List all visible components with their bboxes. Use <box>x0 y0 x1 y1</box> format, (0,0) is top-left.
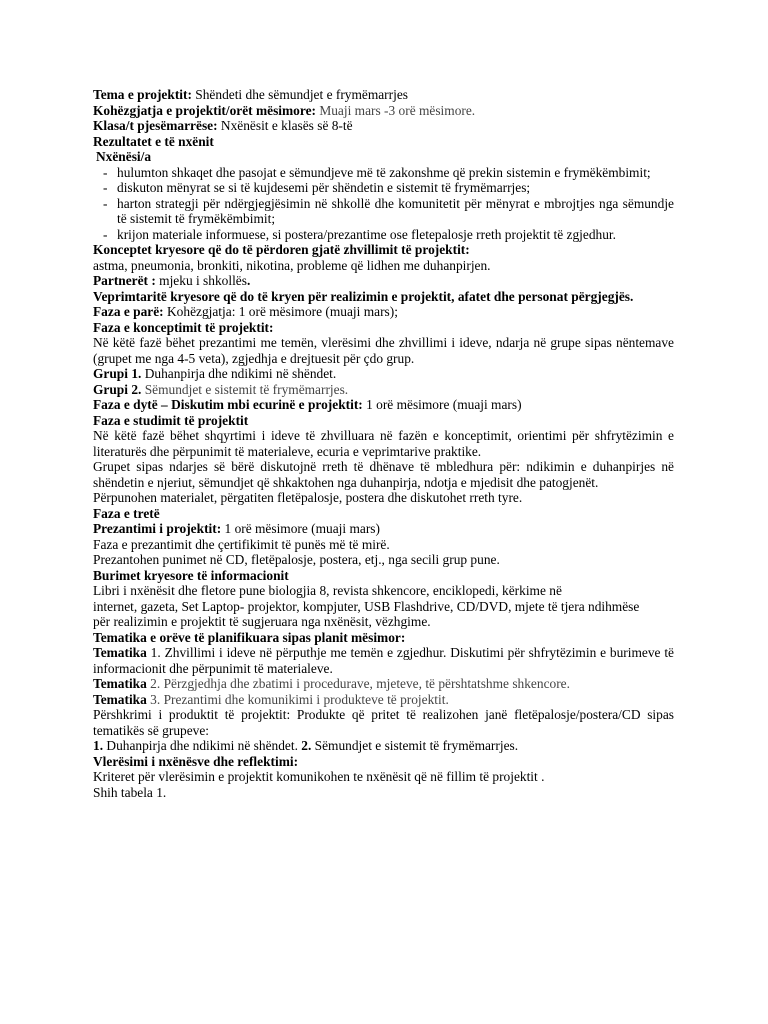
temat-heading-text: Tematika e orëve të planifikuara sipas planit mësimor: <box>93 629 406 645</box>
tematika1-text: 1. Zhvillimi i ideve në përputhje me temën e zgjedhur. Diskutimi për shfrytëzimin e burimeve të informacionit dhe përpunimit të materialeve. <box>93 645 674 676</box>
faza3-heading <box>93 506 674 522</box>
shih-tabela: Shih tabela 1. <box>93 784 167 800</box>
produkt1-num: 1. <box>93 738 104 753</box>
prezantimi-line <box>93 521 674 537</box>
prezantimi-label: Prezantimi i projektit: <box>93 521 222 536</box>
prezantimi-paragraph-2: Prezantohen punimet në CD, fletëpalosje, postera, etj., nga secili grup pune. <box>93 552 500 567</box>
konceptet-heading-text: Konceptet kryesore që do të përdoren gjatë zhvillimit të projektit: <box>93 242 470 257</box>
konceptet-heading <box>93 242 674 258</box>
grupi2-text: Sëmundjet e sistemit të frymëmarrjes. <box>141 381 349 397</box>
burimet-line-2: internet, gazeta, Set Laptop- projektor, kompjuter, USB Flashdrive, CD/DVD, mjete të tjera ndihmëse <box>93 598 640 614</box>
partneret-line <box>93 273 674 289</box>
partneret-text: mjeku i shkollës <box>155 273 247 288</box>
tema-text: Shëndeti dhe sëmundjet e frymëmarrjes <box>191 87 408 102</box>
klasa-line <box>93 118 674 134</box>
studimi-paragraph-2: Grupet sipas ndarjes së bërë diskutojnë rreth të dhënave të mbledhura për: ndikimin e duhanpirjes në shëndetin e njeriut, sëmundjet që shkaktohen nga duhanpirja, ndotja e mjedisit dhe patogjenët. <box>93 459 674 490</box>
produkt2-text: Sëmundjet e sistemit të frymëmarrjes. <box>311 738 519 753</box>
list-item: - hulumton shkaqet dhe pasojat e sëmundjeve më të zakonshme që prekin sistemin e frymëkëmbimit; <box>105 165 674 181</box>
grupi1-label: Grupi 1. <box>93 366 142 381</box>
produktet-line <box>93 738 674 754</box>
tematika3-text: 3. Prezantimi dhe komunikimi i produkteve të projektit. <box>146 691 449 707</box>
faza1-label: Faza e parë: <box>93 304 164 319</box>
prezantimi-text: 1 orë mësimore (muaji mars) <box>221 521 380 536</box>
konceptimi-heading <box>93 320 674 336</box>
veprimtarite-heading-text: Veprimtaritë kryesore që do të kryen për realizimin e projektit, afatet dhe personat përgjegjës. <box>93 288 634 304</box>
list-item: - krijon materiale informuese, si postera/prezantime ose fletepalosje rreth projektit të zgjedhur. <box>105 227 674 243</box>
tematika2-line <box>93 676 674 692</box>
klasa-label: Klasa/t pjesëmarrëse: <box>93 118 218 133</box>
list-item: - harton strategji për ndërgjegjësimin në shkollë dhe komunitetit për mënyrat e mbrojtjes nga sëmundje të sistemit të frymëkëmbimit; <box>105 196 674 227</box>
burimet-line-3: për realizimin e projektit të sugjeruara nga nxënësit, vëzhgime. <box>93 614 431 629</box>
burimet-line-1: Libri i nxënësit dhe fletore pune biologjia 8, revista shkencore, enciklopedi, kërkime në <box>93 583 562 598</box>
tema-line <box>93 87 674 103</box>
produkt2-num: 2. <box>301 738 312 753</box>
tematika3-line <box>93 692 674 708</box>
konceptimi-text: Në këtë fazë bëhet prezantimi me temën, vlerësimi dhe zhvillimi i ideve, ndarja në grupe sipas nëntemave (grupet me nga 4-5 veta), zgjedhja e drejtuesit për çdo grup. <box>93 335 674 366</box>
veprimtarite-heading <box>93 289 674 305</box>
rezultatet-heading <box>93 134 674 150</box>
partneret-dot: . <box>246 273 251 288</box>
list-item: - diskuton mënyrat se si të kujdesemi për shëndetin e sistemit të frymëmarrjes; <box>105 180 674 196</box>
grupi2-line <box>93 382 674 398</box>
faza2-text: 1 orë mësimore (muaji mars) <box>362 397 522 412</box>
kohezgjatja-label: Kohëzgjatja e projektit/orët mësimore: <box>93 102 316 118</box>
faza1-text: Kohëzgjatja: 1 orë mësimore (muaji mars); <box>163 304 398 319</box>
konceptet-text: astma, pneumonia, bronkiti, nikotina, probleme që lidhen me duhanpirjen. <box>93 257 491 273</box>
document-page <box>93 87 674 800</box>
produkt1-text: Duhanpirja dhe ndikimi në shëndet. <box>103 738 302 753</box>
vleresimi-heading-text: Vlerësimi i nxënësve dhe reflektimi: <box>93 753 299 769</box>
nxenesi-heading-text: Nxënësi/a <box>96 149 152 164</box>
konceptimi-heading-text: Faza e konceptimit të projektit: <box>93 319 274 335</box>
studimi-paragraph-1: Në këtë fazë bëhet shqyrtimi i ideve të zhvilluara në fazën e konceptimit, orientimi për shfrytëzimin e literaturës dhe përpunimit të materialeve, ecuria e veprimtarive praktike. <box>93 428 674 459</box>
studimi-paragraph-3: Përpunohen materialet, përgatiten fletëpalosje, postera dhe diskutohet rreth tyre. <box>93 490 523 505</box>
tema-label: Tema e projektit: <box>93 87 192 102</box>
temat-heading <box>93 630 674 646</box>
prezantimi-paragraph-1: Faza e prezantimit dhe çertifikimit të punës më të mirë. <box>93 536 390 552</box>
grupi1-line <box>93 366 674 382</box>
nxenesi-heading <box>93 149 674 165</box>
rezultatet-list <box>93 165 674 243</box>
tematika2-text: 2. Përzgjedhja dhe zbatimi i procedurave, mjeteve, të përshtatshme shkencore. <box>146 676 570 691</box>
vleresimi-heading <box>93 754 674 770</box>
faza1-line <box>93 304 674 320</box>
tematika3-label: Tematika <box>93 691 147 707</box>
tematika1-line <box>93 645 674 676</box>
klasa-text: Nxënësit e klasës së 8-të <box>217 118 353 133</box>
grupi2-label: Grupi 2. <box>93 381 142 397</box>
tematika1-label: Tematika <box>93 645 147 660</box>
burimet-heading <box>93 568 674 584</box>
kohezgjatja-text: Muaji mars -3 orë mësimore. <box>315 102 476 118</box>
kohezgjatja-line <box>93 103 674 119</box>
rezultatet-heading-text: Rezultatet e të nxënit <box>93 133 214 149</box>
studimi-heading-text: Faza e studimit të projektit <box>93 412 249 428</box>
burimet-heading-text: Burimet kryesore të informacionit <box>93 567 289 583</box>
vleresimi-text: Kriteret për vlerësimin e projektit komunikohen te nxënësit që në fillim të projektit . <box>93 769 545 784</box>
pershkrimi-text: Përshkrimi i produktit të projektit: Produkte që pritet të realizohen janë fletëpalosje/postera/CD sipas tematikës së grupeve: <box>93 707 674 738</box>
grupi1-text: Duhanpirja dhe ndikimi në shëndet. <box>141 366 337 381</box>
faza2-label: Faza e dytë – Diskutim mbi ecurinë e projektit: <box>93 397 363 412</box>
studimi-heading <box>93 413 674 429</box>
tematika2-label: Tematika <box>93 676 147 691</box>
faza3-heading-text: Faza e tretë <box>93 505 160 521</box>
partneret-label: Partnerët : <box>93 273 156 288</box>
faza2-line <box>93 397 674 413</box>
